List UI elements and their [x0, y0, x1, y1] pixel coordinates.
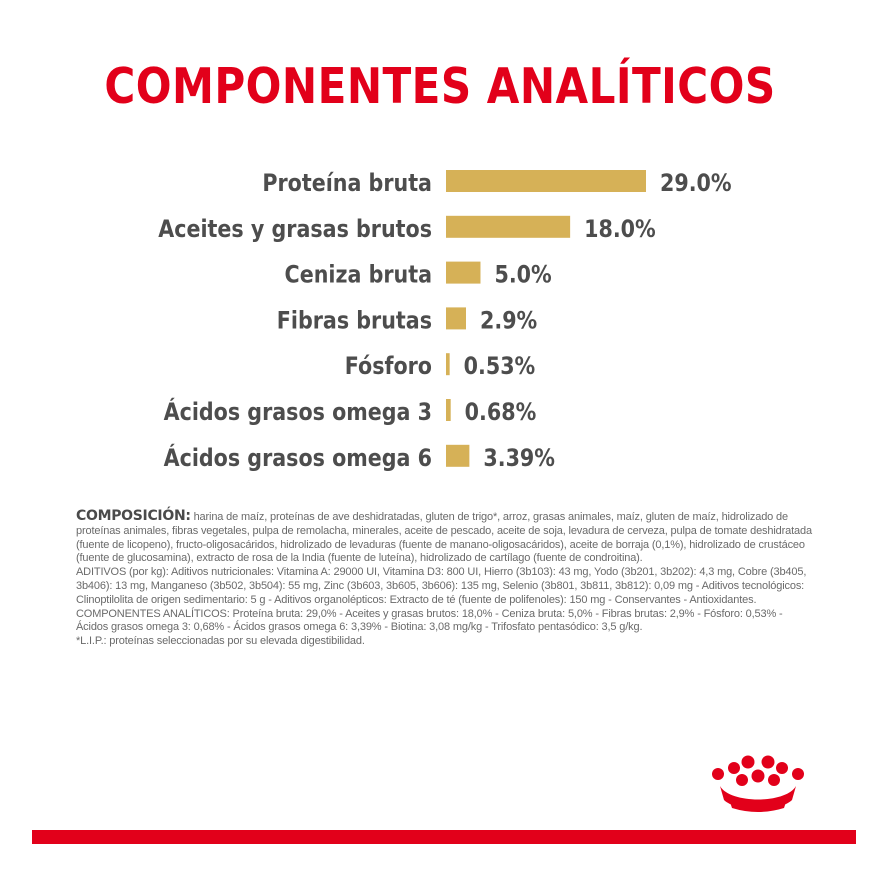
footnote: *L.I.P.: proteínas seleccionadas por su elevada digestibilidad. — [76, 635, 365, 648]
bar — [446, 445, 469, 467]
page-title: COMPONENTES ANALÍTICOS — [104, 58, 776, 115]
bar — [446, 262, 480, 284]
analytical-paragraph: COMPONENTES ANALÍTICOS: Proteína bruta: 29,0% - Aceites y grasas brutos: 18,0% - Ceniza bruta: 5,0% - Fibras brutas: 2,9% - Fósforo: 0,53% - Ácidos grasos omega 3: 0,68% - Ácidos grasos omega 6: 3,39% - Biotina: 3,08 mg/kg - Trifosfato pentasódico: 3,5 g/kg. — [76, 607, 783, 634]
composition-heading: COMPOSICIÓN: — [76, 508, 191, 524]
category-label: Fibras brutas — [276, 306, 432, 335]
bar — [446, 307, 466, 329]
value-label: 0.53% — [463, 352, 536, 381]
composition-text: harina de maíz, proteínas de ave deshidratadas, gluten de trigo*, arroz, grasas animales, maíz, gluten de maíz, hidrolizado de proteínas animales, fibras vegetales, pulpa de remolacha, minerales, aceite de pescado, aceite de soja, levadura de cerveza, pulpa de tomate deshidratada (fuente de licopeno), fructo-oligosacáridos, hidrolizado de levaduras (fuente de manano-oligosacáridos), aceite de borraja (0,1%), hidrolizado de crustáceo (fuente de glucosamina), extracto de rosa de la India (fuente de luteína), hidrolizado de cartílago (fuente de condroitina). — [76, 511, 812, 565]
bar — [446, 216, 570, 238]
bar — [446, 170, 646, 192]
category-label: Ceniza bruta — [284, 261, 432, 290]
value-label: 0.68% — [464, 398, 537, 427]
bar — [446, 399, 451, 421]
value-label: 29.0% — [659, 169, 732, 198]
category-label: Ácidos grasos omega 6 — [163, 444, 432, 473]
value-label: 5.0% — [494, 261, 552, 290]
composition-paragraph — [76, 510, 816, 566]
value-label: 2.9% — [479, 306, 538, 335]
royal-canin-crown-icon — [700, 748, 820, 816]
footer-red-stripe — [32, 830, 856, 844]
bar — [446, 353, 450, 375]
additives-paragraph: ADITIVOS (por kg): Aditivos nutricionales: Vitamina A: 29000 UI, Vitamina D3: 800 UI, Hierro (3b103): 43 mg, Yodo (3b201, 3b202): 4,3 mg, Cobre (3b405, 3b406): 13 mg, Manganeso (3b502, 3b504): 55 mg, Zinc (3b603, 3b605, 3b606): 135 mg, Selenio (3b801, 3b811, 3b812): 0,09 mg - Aditivos tecnológicos: Clinoptilolita de origen sedimentario: 5 g - Aditivos organolépticos: Extracto de té (fuente de polifenoles): 150 mg - Conservantes - Antioxidantes. — [76, 566, 807, 606]
composition-block — [76, 510, 816, 649]
category-label: Aceites y grasas brutos — [158, 215, 432, 244]
value-label: 3.39% — [483, 444, 555, 473]
category-label: Fósforo — [344, 352, 432, 381]
value-label: 18.0% — [584, 215, 656, 244]
category-label: Ácidos grasos omega 3 — [163, 398, 432, 427]
nutrient-bar-chart — [0, 150, 880, 480]
category-label: Proteína bruta — [262, 169, 432, 198]
